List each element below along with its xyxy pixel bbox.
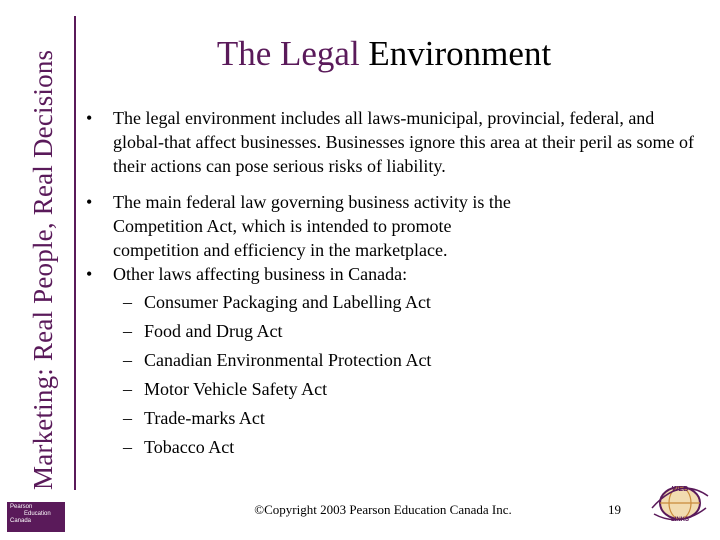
sidebar-divider: [74, 16, 76, 490]
slide-content: [86, 106, 706, 462]
sub-bullet-text: Trade-marks Act: [144, 408, 265, 428]
pearson-education-logo: [7, 502, 65, 532]
sub-bullet-item: [86, 317, 706, 346]
sub-bullet-text: Motor Vehicle Safety Act: [144, 379, 328, 399]
copyright-footer: ©Copyright 2003 Pearson Education Canada Inc.: [254, 502, 512, 517]
bullet-item: [86, 262, 706, 286]
dash-marker: –: [123, 350, 132, 370]
sub-bullet-item: [86, 346, 706, 375]
dash-marker: –: [123, 408, 132, 428]
sub-bullet-item: [86, 375, 706, 404]
slide-title-rest: Environment: [359, 34, 552, 73]
slide-title: [0, 34, 720, 74]
bullet-item: [86, 106, 706, 178]
slide-title-accent: The Legal: [216, 34, 360, 73]
bullet-text: Other laws affecting business in Canada:: [113, 264, 408, 284]
sub-bullet-text: Tobacco Act: [144, 437, 235, 457]
web-links-globe-icon[interactable]: [650, 478, 710, 528]
bullet-text: The main federal law governing business activity is the Competition Act, which is intended to promote competition and efficiency in the marketplace.: [113, 192, 511, 260]
sub-bullet-list: [86, 288, 706, 462]
bullet-item: [86, 190, 533, 262]
page-number: 19: [608, 502, 621, 517]
sub-bullet-text: Canadian Environmental Protection Act: [144, 350, 432, 370]
bullet-marker: •: [86, 264, 93, 284]
dash-marker: –: [123, 292, 132, 312]
sub-bullet-item: [86, 288, 706, 317]
logo-line: Education: [24, 511, 51, 517]
vertical-book-title: Marketing: Real People, Real Decisions: [28, 49, 58, 490]
logo-line: Pearson: [10, 504, 33, 510]
web-text: WEB: [671, 486, 689, 493]
bullet-text: The legal environment includes all laws-municipal, provincial, federal, and global-that affect businesses. Businesses ignore this area at their peril as some of their actions can pose serious risks of liability.: [113, 108, 695, 176]
dash-marker: –: [123, 321, 132, 341]
bullet-marker: •: [86, 108, 93, 128]
logo-line: Canada: [10, 518, 32, 524]
sub-bullet-text: Consumer Packaging and Labelling Act: [144, 292, 431, 312]
sub-bullet-text: Food and Drug Act: [144, 321, 283, 341]
bullet-marker: •: [86, 192, 93, 212]
links-text: LINKS: [671, 517, 689, 523]
dash-marker: –: [123, 437, 132, 457]
sub-bullet-item: [86, 404, 706, 433]
dash-marker: –: [123, 379, 132, 399]
sub-bullet-item: [86, 433, 706, 462]
